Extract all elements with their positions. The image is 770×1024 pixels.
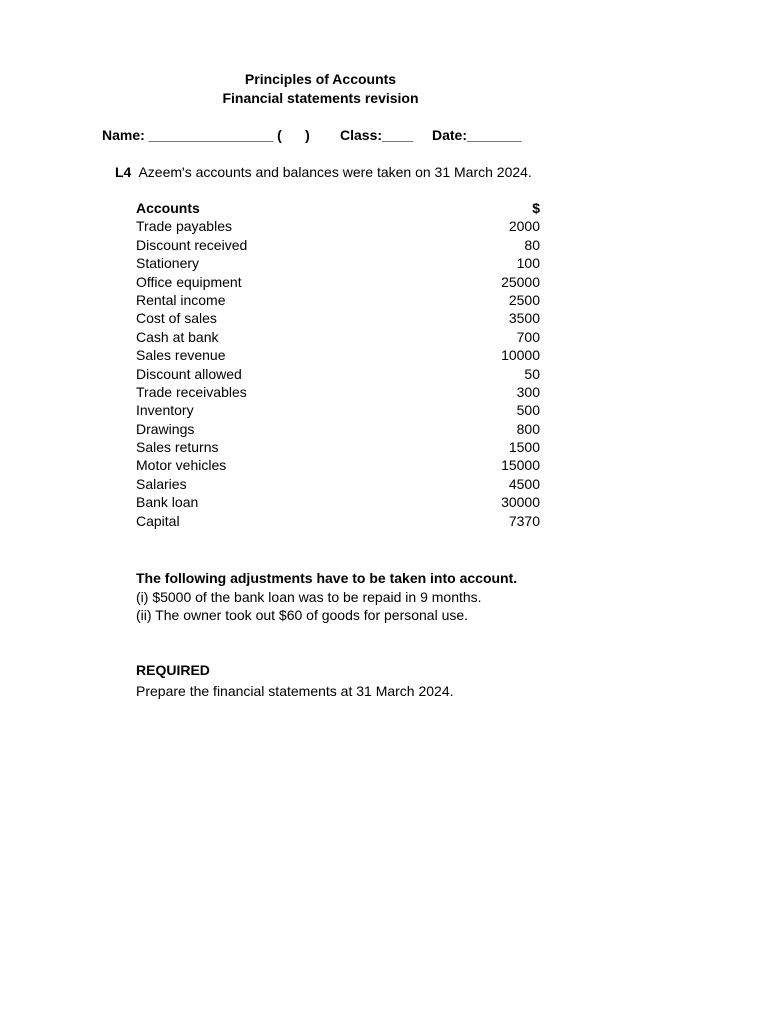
adjustment-item: (ii) The owner took out $60 of goods for personal use. — [136, 607, 469, 623]
account-amount: 500 — [516, 402, 540, 419]
required-section — [136, 660, 454, 701]
document-subtitle: Financial statements revision — [222, 90, 419, 106]
account-amount: 2000 — [508, 218, 540, 235]
table-row — [136, 346, 540, 364]
account-amount: 700 — [516, 328, 540, 345]
account-name: Discount allowed — [136, 365, 242, 382]
question-statement — [115, 163, 532, 181]
table-row — [136, 383, 540, 401]
account-amount: 30000 — [501, 494, 540, 511]
account-name: Discount received — [136, 236, 248, 253]
class-field: Class:____ — [340, 127, 414, 143]
required-text: Prepare the financial statements at 31 March 2024. — [136, 682, 454, 699]
date-field: Date:_______ — [432, 127, 522, 143]
account-amount: 1500 — [508, 439, 540, 456]
account-name: Sales revenue — [136, 347, 226, 364]
account-amount: 15000 — [501, 457, 540, 474]
table-row — [136, 420, 540, 438]
account-name: Cash at bank — [136, 328, 219, 345]
account-amount: 3500 — [508, 310, 540, 327]
account-amount: 80 — [524, 236, 540, 253]
table-row — [136, 328, 540, 346]
table-row — [136, 217, 540, 235]
account-name: Bank loan — [136, 494, 199, 511]
accounts-table-header — [136, 199, 540, 217]
table-row — [136, 365, 540, 383]
account-amount: 4500 — [508, 475, 540, 492]
account-name: Trade receivables — [136, 383, 247, 400]
account-name: Capital — [136, 512, 180, 529]
accounts-table — [136, 199, 540, 530]
adjustments-section — [136, 569, 517, 625]
account-name: Trade payables — [136, 218, 232, 235]
account-name: Sales returns — [136, 439, 219, 456]
account-amount: 25000 — [501, 273, 540, 290]
table-row — [136, 254, 540, 272]
adjustment-item: (i) $5000 of the bank loan was to be repaid in 9 months. — [136, 588, 482, 605]
account-amount: 300 — [516, 383, 540, 400]
required-heading: REQUIRED — [136, 662, 210, 678]
amount-column-header: $ — [532, 200, 540, 216]
account-name: Rental income — [136, 291, 226, 308]
account-name: Motor vehicles — [136, 457, 227, 474]
adjustments-heading: The following adjustments have to be taken into account. — [136, 570, 518, 586]
name-field: Name: ________________ ( ) — [102, 127, 310, 143]
table-row — [136, 309, 540, 327]
table-row — [136, 273, 540, 291]
account-amount: 100 — [516, 255, 540, 272]
account-name: Office equipment — [136, 273, 242, 290]
account-amount: 7370 — [508, 512, 540, 529]
account-amount: 10000 — [501, 347, 540, 364]
table-row — [136, 456, 540, 474]
account-amount: 2500 — [508, 291, 540, 308]
table-row — [136, 291, 540, 309]
account-name: Stationery — [136, 255, 200, 272]
table-row — [136, 401, 540, 419]
table-row — [136, 438, 540, 456]
document-title: Principles of Accounts — [244, 71, 397, 87]
account-name: Salaries — [136, 475, 187, 492]
account-name: Inventory — [136, 402, 194, 419]
table-row — [136, 493, 540, 511]
table-row — [136, 475, 540, 493]
account-name: Drawings — [136, 420, 195, 437]
table-row — [136, 512, 540, 530]
question-text: Azeem's accounts and balances were taken on 31 March 2024. — [138, 164, 532, 180]
account-amount: 800 — [516, 420, 540, 437]
account-amount: 50 — [524, 365, 540, 382]
table-row — [136, 236, 540, 254]
accounts-column-header: Accounts — [136, 200, 200, 216]
account-name: Cost of sales — [136, 310, 217, 327]
question-number: L4 — [115, 164, 132, 180]
